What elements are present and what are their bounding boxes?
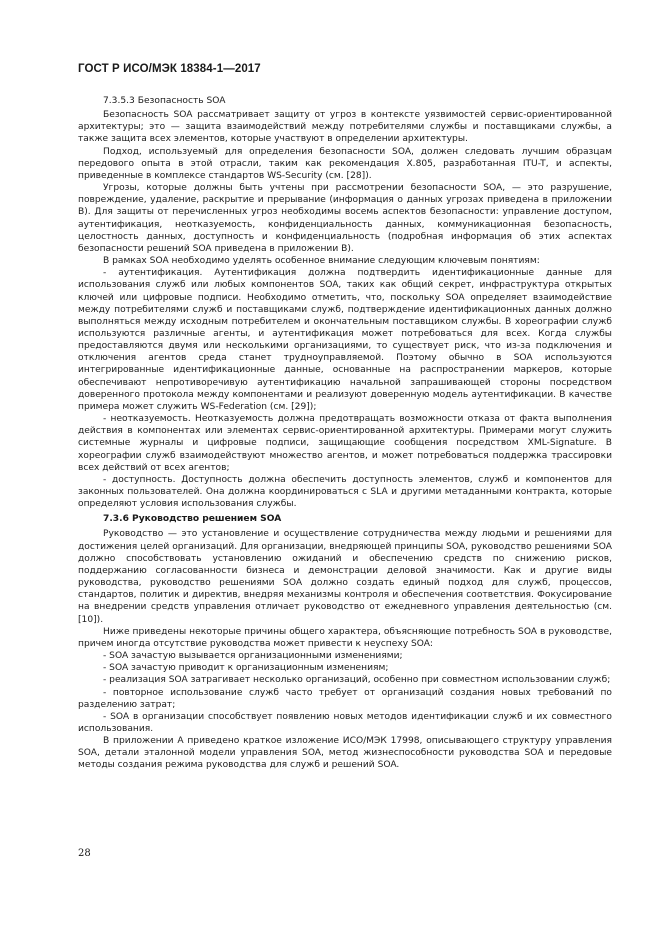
page-number: 28 [78,848,91,859]
document-body [78,93,612,772]
paragraph: В приложении А приведено краткое изложение ИСО/МЭК 17998, описывающего структуру управления SOA, детали эталонной модели управления SOA, метод жизнеспособности руководства SOA и передовые методы создания режима руководства для служб и решений SOA. [78,736,612,771]
paragraph: Угрозы, которые должны быть учтены при рассмотрении безопасности SOA, — это разрушение, повреждение, удаление, раскрытие и прерывание (информация о данных угрозах приведена в приложении B). Для защиты от перечисленных угроз необходимы восемь аспектов безопасности: управление доступом, аутентификация, неотказуемость, конфиденциальность данных, коммуникационная безопасность, целостность данных, доступность и конфиденциальность (подробная информация об этих аспектах безопасности решений SOA приведена в приложении B). [78,183,612,254]
section-heading-governance: 7.3.6 Руководство решением SOA [103,514,282,525]
list-item: - аутентификация. Аутентификация должна подтвердить идентификационные данные для использования служб или любых компонентов SOA, таких как общий секрет, инфраструктура открытых ключей или цифровые подписи. Необходимо отметить, что, поскольку SOA определяет взаимодействие между потребителями служб и поставщиками служб, подтверждение идентификационных данных должно выполняться между исходным потребителем и окончательным поставщиком службы. В хореографии служб используются различные агенты, и аутентификация может потребоваться для всех. Когда службы предоставляются двумя или несколькими организациями, то существует риск, что из-за подключения и отключения агентов среда станет трудноуправляемой. Поэтому обычно в SOA используются интегрированные идентификационные данные, основанные на распространении маркеров, которые обеспечивают непротиворечивую аутентификацию начальной запрашивающей стороны посредством доверенного протокола между компонентами и реализуют доверенную модель аутентификации. В качестве примера может служить WS-Federation (см. [29]); [78,268,612,412]
paragraph: Руководство — это установление и осуществление сотрудничества между людьми и решениями для достижения целей организаций. Для организации, внедряющей принципы SOA, руководство решениями SOA должно способствовать установлению ожиданий и обеспечению средств по снижению рисков, поддержанию согласованности бизнеса и демонстрации деловой значимости. Как и другие виды руководства, руководство решениями SOA должно создать единый подход для служб, процессов, стандартов, политик и директив, внедряя механизмы контроля и обеспечения соответствия. Фокусирование на внедрении средств управления отличает руководство от ежедневного управления деятельностью (см. [10]). [78,529,612,625]
list-item: - SOA в организации способствует появлению новых методов идентификации служб и их совместного использования. [78,711,612,734]
document-header: ГОСТ Р ИСО/МЭК 18384-1—2017 [78,63,261,75]
paragraph: Безопасность SOA рассматривает защиту от угроз в контексте уязвимостей сервис-ориентированной архитектуры; это — защита взаимодействий между потребителями службы и поставщиками службы, а также защита всех элементов, которые участвуют в определении архитектуры. [78,110,612,145]
list-item: - доступность. Доступность должна обеспечить доступность элементов, служб и компонентов для законных пользователей. Она должна координироваться с SLA и другими метаданными контракта, которые определяют условия использования службы. [78,474,612,510]
list-item: - неотказуемость. Неотказуемость должна предотвращать возможности отказа от факта выполнения действия в компонентах или элементах сервис-ориентированной архитектуры. Примерами могут служить системные журналы и цифровые подписи, защищающие сообщения посредством XML-Signature. В хореографии служб взаимодействуют множество агентов, и может потребоваться поддержка трассировки всех действий от всех агентов; [78,414,612,473]
list-item: - реализация SOA затрагивает несколько организаций, особенно при совместном использовании служб; [103,675,611,686]
list-item: - повторное использование служб часто требует от организаций создания новых требований по разделению затрат; [78,687,612,710]
paragraph: Подход, используемый для определения безопасности SOA, должен следовать лучшим образцам передового опыта в этой отрасли, таким как рекомендация X.805, разработанная ITU-T, и аспекты, приведенные в комплексе стандартов WS-Security (см. [28]). [78,146,612,181]
list-item: - SOA зачастую вызывается организационными изменениями; [103,651,403,662]
paragraph: Ниже приведены некоторые причины общего характера, объясняющие потребность SOA в руководстве, причем иногда отсутствие руководства может привести к неуспеху SOA: [78,626,612,649]
section-heading-security: 7.3.5.3 Безопасность SOA [103,96,226,106]
list-item: - SOA зачастую приводит к организационным изменениям; [103,663,389,674]
paragraph: В рамках SOA необходимо уделять особенное внимание следующим ключевым понятиям: [103,256,540,267]
